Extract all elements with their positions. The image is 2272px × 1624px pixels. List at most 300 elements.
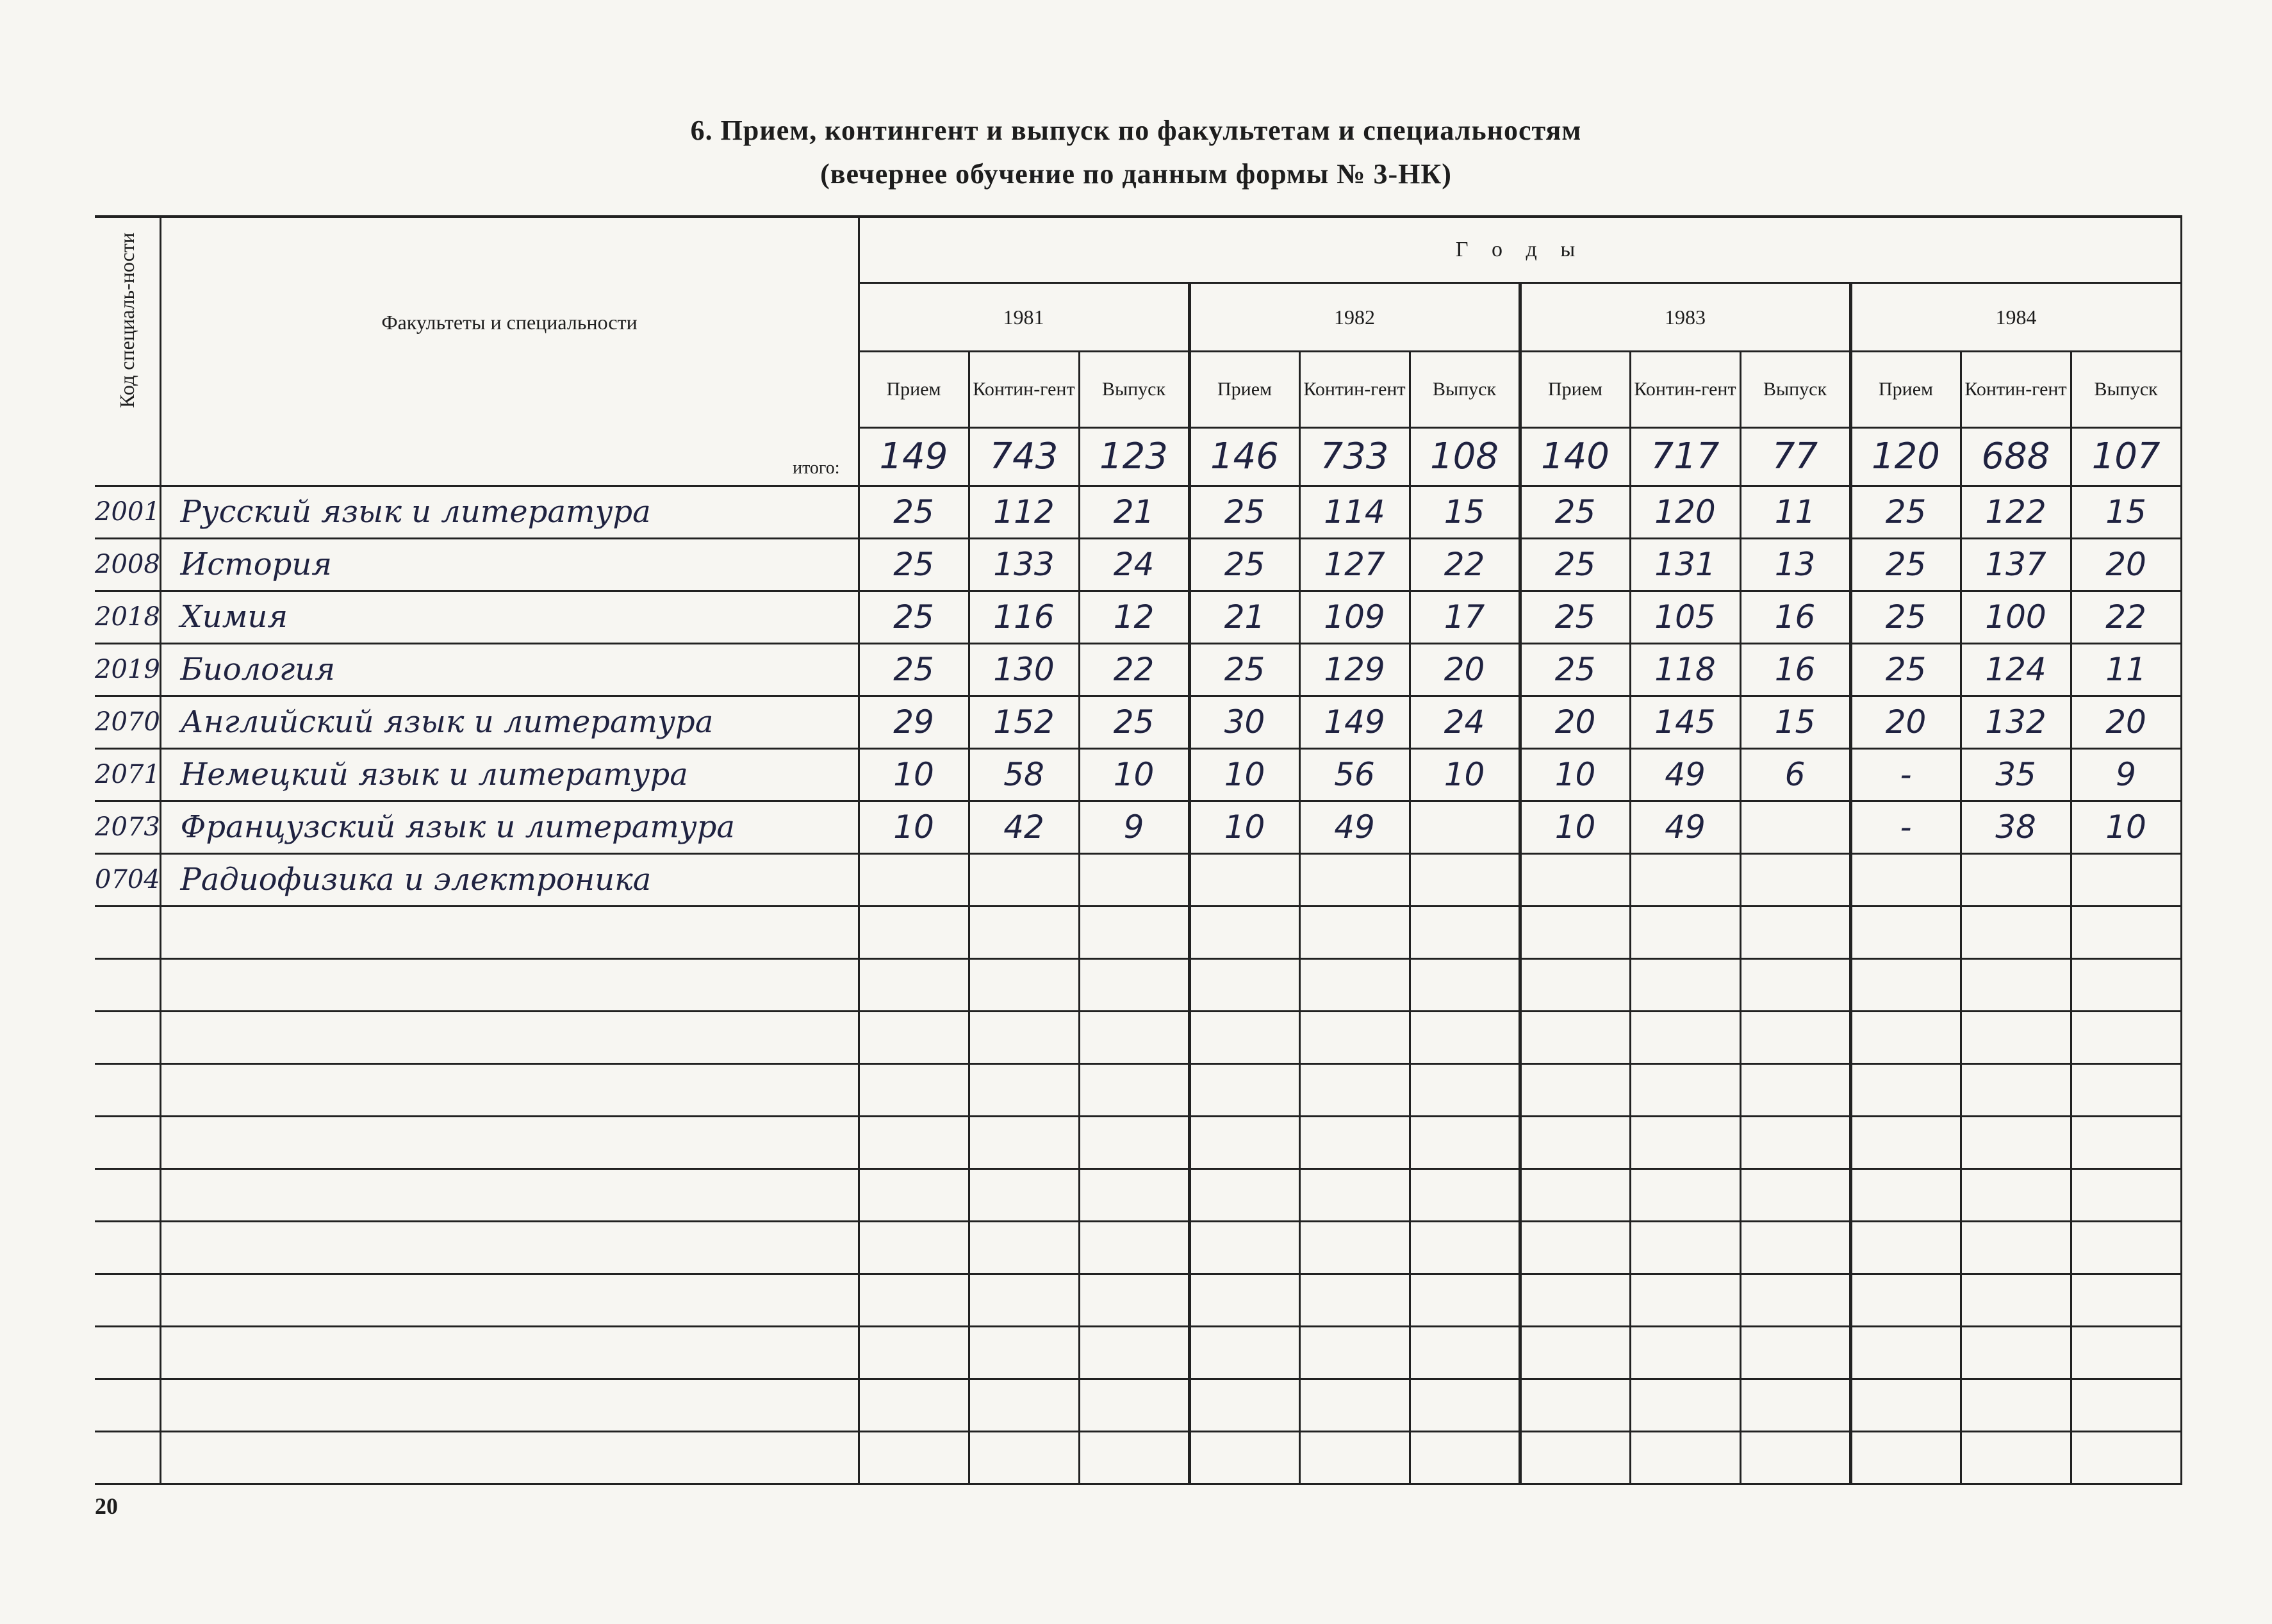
value-cell (2071, 1431, 2181, 1484)
value-cell (1630, 1063, 1740, 1116)
value-cell (1630, 1169, 1740, 1221)
value-cell (1740, 958, 1850, 1011)
value-cell (1740, 1431, 1850, 1484)
value-cell (1961, 1379, 2071, 1431)
specialty-name (160, 1221, 859, 1274)
value-cell (1520, 1116, 1630, 1169)
value-cell: 25 (1520, 591, 1630, 643)
value-cell: - (1850, 801, 1961, 853)
value-cell: 108 (1410, 428, 1520, 486)
value-cell: 25 (1189, 486, 1299, 538)
value-cell (859, 1379, 969, 1431)
year-1983-header: 1983 (1520, 283, 1850, 352)
value-cell (969, 958, 1079, 1011)
value-cell (1630, 1326, 1740, 1379)
empty-row (95, 1169, 2181, 1221)
specialty-code: 2019 (95, 643, 160, 696)
value-cell (1961, 906, 2071, 958)
specialty-code: 0704 (95, 853, 160, 906)
value-cell (1740, 906, 1850, 958)
value-cell (1520, 1221, 1630, 1274)
value-cell: 25 (1850, 538, 1961, 591)
value-cell: 49 (1630, 801, 1740, 853)
value-cell (1740, 1063, 1850, 1116)
value-cell (2071, 906, 2181, 958)
value-cell (1630, 1116, 1740, 1169)
empty-row (95, 1326, 2181, 1379)
specialty-code (95, 1116, 160, 1169)
value-cell: 25 (1850, 486, 1961, 538)
faculty-header: Факультеты и специальности (160, 217, 859, 428)
empty-row (95, 906, 2181, 958)
value-cell: 123 (1079, 428, 1189, 486)
specialty-name (160, 906, 859, 958)
value-cell: 10 (1410, 748, 1520, 801)
value-cell: 130 (969, 643, 1079, 696)
value-cell (1299, 1326, 1410, 1379)
value-cell (1740, 1274, 1850, 1326)
value-cell (1630, 853, 1740, 906)
subheader-cell: Контин-гент (1961, 352, 2071, 428)
value-cell (1740, 853, 1850, 906)
value-cell (1740, 1379, 1850, 1431)
value-cell: 743 (969, 428, 1079, 486)
value-cell: 30 (1189, 696, 1299, 748)
subheader-cell: Контин-гент (969, 352, 1079, 428)
value-cell: 35 (1961, 748, 2071, 801)
value-cell: 56 (1299, 748, 1410, 801)
value-cell: 25 (859, 486, 969, 538)
value-cell (1630, 1221, 1740, 1274)
value-cell: 12 (1079, 591, 1189, 643)
value-cell: 127 (1299, 538, 1410, 591)
value-cell (1850, 1221, 1961, 1274)
value-cell (1740, 1169, 1850, 1221)
value-cell (969, 1274, 1079, 1326)
value-cell (1740, 1221, 1850, 1274)
value-cell: - (1850, 748, 1961, 801)
value-cell (2071, 1274, 2181, 1326)
value-cell (1961, 853, 2071, 906)
value-cell (1079, 1221, 1189, 1274)
subheader-cell: Выпуск (2071, 352, 2181, 428)
value-cell (1079, 1274, 1189, 1326)
value-cell (1850, 1011, 1961, 1063)
value-cell (1299, 1063, 1410, 1116)
value-cell (1850, 1116, 1961, 1169)
value-cell (1410, 801, 1520, 853)
year-1982-header: 1982 (1189, 283, 1520, 352)
value-cell (2071, 958, 2181, 1011)
value-cell: 137 (1961, 538, 2071, 591)
value-cell: 149 (859, 428, 969, 486)
value-cell: 112 (969, 486, 1079, 538)
value-cell: 25 (859, 643, 969, 696)
value-cell (1850, 1274, 1961, 1326)
value-cell (1410, 1063, 1520, 1116)
value-cell (2071, 853, 2181, 906)
table-row (95, 643, 2181, 696)
value-cell (1961, 1116, 2071, 1169)
value-cell (1850, 853, 1961, 906)
value-cell: 11 (2071, 643, 2181, 696)
value-cell (1189, 958, 1299, 1011)
value-cell (969, 1011, 1079, 1063)
value-cell (1189, 1169, 1299, 1221)
value-cell: 120 (1630, 486, 1740, 538)
value-cell: 77 (1740, 428, 1850, 486)
value-cell: 25 (1520, 643, 1630, 696)
year-1981-header: 1981 (859, 283, 1189, 352)
value-cell: 25 (1520, 538, 1630, 591)
value-cell (1630, 1379, 1740, 1431)
value-cell: 10 (1079, 748, 1189, 801)
value-cell (1079, 853, 1189, 906)
value-cell: 132 (1961, 696, 2071, 748)
subheader-cell: Контин-гент (1630, 352, 1740, 428)
value-cell (1961, 1063, 2071, 1116)
specialty-name (160, 1116, 859, 1169)
table-row (95, 853, 2181, 906)
value-cell: 58 (969, 748, 1079, 801)
specialty-name (160, 1379, 859, 1431)
table-row (95, 538, 2181, 591)
value-cell (1079, 1011, 1189, 1063)
value-cell (859, 1274, 969, 1326)
value-cell: 10 (859, 748, 969, 801)
value-cell (1299, 1011, 1410, 1063)
value-cell: 25 (1189, 538, 1299, 591)
value-cell: 131 (1630, 538, 1740, 591)
value-cell: 29 (859, 696, 969, 748)
value-cell (1299, 1221, 1410, 1274)
value-cell (859, 1063, 969, 1116)
value-cell (1850, 906, 1961, 958)
value-cell (2071, 1063, 2181, 1116)
value-cell (1189, 1326, 1299, 1379)
value-cell (1740, 1011, 1850, 1063)
value-cell (1299, 1379, 1410, 1431)
value-cell: 10 (1520, 801, 1630, 853)
empty-row (95, 1379, 2181, 1431)
value-cell: 10 (1520, 748, 1630, 801)
value-cell (1520, 1063, 1630, 1116)
value-cell (1740, 1326, 1850, 1379)
specialty-name (160, 1063, 859, 1116)
value-cell: 105 (1630, 591, 1740, 643)
value-cell: 133 (969, 538, 1079, 591)
value-cell (1740, 1116, 1850, 1169)
value-cell: 145 (1630, 696, 1740, 748)
value-cell (1299, 1116, 1410, 1169)
value-cell: 124 (1961, 643, 2071, 696)
value-cell (1630, 1431, 1740, 1484)
value-cell (1410, 1431, 1520, 1484)
value-cell (1520, 1011, 1630, 1063)
specialty-code: 2008 (95, 538, 160, 591)
value-cell (859, 1431, 969, 1484)
value-cell: 129 (1299, 643, 1410, 696)
year-1984-header: 1984 (1850, 283, 2181, 352)
value-cell: 688 (1961, 428, 2071, 486)
value-cell: 9 (2071, 748, 2181, 801)
value-cell (1189, 1431, 1299, 1484)
value-cell (859, 906, 969, 958)
value-cell: 25 (1189, 643, 1299, 696)
page-number: 20 (95, 1493, 118, 1519)
value-cell (969, 1063, 1079, 1116)
value-cell (1189, 906, 1299, 958)
value-cell: 140 (1520, 428, 1630, 486)
empty-row (95, 1221, 2181, 1274)
value-cell (1189, 853, 1299, 906)
value-cell: 25 (1520, 486, 1630, 538)
value-cell (2071, 1326, 2181, 1379)
value-cell (1189, 1116, 1299, 1169)
subheader-cell: Прием (1520, 352, 1630, 428)
empty-row (95, 1011, 2181, 1063)
value-cell: 49 (1630, 748, 1740, 801)
value-cell (1410, 1326, 1520, 1379)
table-row (95, 801, 2181, 853)
value-cell (1520, 906, 1630, 958)
subheader-cell: Прием (1189, 352, 1299, 428)
value-cell: 38 (1961, 801, 2071, 853)
specialty-code: 2071 (95, 748, 160, 801)
value-cell (1410, 1221, 1520, 1274)
value-cell: 107 (2071, 428, 2181, 486)
value-cell: 15 (1410, 486, 1520, 538)
specialty-name: Русский язык и литература (160, 486, 859, 538)
value-cell (1299, 958, 1410, 1011)
value-cell: 22 (2071, 591, 2181, 643)
specialty-name: Радиофизика и электроника (160, 853, 859, 906)
value-cell: 22 (1410, 538, 1520, 591)
value-cell: 20 (2071, 696, 2181, 748)
value-cell (1520, 1326, 1630, 1379)
value-cell (2071, 1221, 2181, 1274)
value-cell: 15 (2071, 486, 2181, 538)
value-cell (859, 1221, 969, 1274)
empty-row (95, 1431, 2181, 1484)
specialty-code (95, 1169, 160, 1221)
statistics-table-wrapper (95, 215, 2180, 1485)
value-cell: 25 (1079, 696, 1189, 748)
table-row (95, 486, 2181, 538)
value-cell: 49 (1299, 801, 1410, 853)
value-cell: 149 (1299, 696, 1410, 748)
value-cell: 16 (1740, 643, 1850, 696)
value-cell: 25 (1850, 643, 1961, 696)
value-cell (859, 1011, 969, 1063)
subheader-cell: Выпуск (1740, 352, 1850, 428)
value-cell: 109 (1299, 591, 1410, 643)
value-cell: 20 (1850, 696, 1961, 748)
value-cell (1079, 1431, 1189, 1484)
value-cell: 16 (1740, 591, 1850, 643)
value-cell (1961, 1221, 2071, 1274)
empty-row (95, 1063, 2181, 1116)
specialty-name (160, 1274, 859, 1326)
years-header: Г о д ы (859, 217, 2181, 283)
value-cell (969, 1169, 1079, 1221)
value-cell (1189, 1221, 1299, 1274)
value-cell: 116 (969, 591, 1079, 643)
specialty-name: Английский язык и литература (160, 696, 859, 748)
table-body (95, 428, 2181, 1484)
table-row (95, 696, 2181, 748)
value-cell (1079, 1116, 1189, 1169)
specialty-name (160, 1326, 859, 1379)
value-cell: 152 (969, 696, 1079, 748)
value-cell (969, 1431, 1079, 1484)
value-cell: 25 (859, 591, 969, 643)
value-cell: 20 (2071, 538, 2181, 591)
specialty-name (160, 1169, 859, 1221)
specialty-code (95, 958, 160, 1011)
value-cell: 17 (1410, 591, 1520, 643)
table-subtitle: (вечернее обучение по данным формы № 3-НК) (820, 158, 1452, 190)
value-cell (1520, 958, 1630, 1011)
value-cell (1630, 958, 1740, 1011)
value-cell (1189, 1011, 1299, 1063)
value-cell: 717 (1630, 428, 1740, 486)
value-cell (969, 1116, 1079, 1169)
value-cell (1961, 1169, 2071, 1221)
value-cell (2071, 1116, 2181, 1169)
subheader-cell: Контин-гент (1299, 352, 1410, 428)
value-cell (1520, 1169, 1630, 1221)
value-cell: 9 (1079, 801, 1189, 853)
value-cell: 25 (1850, 591, 1961, 643)
value-cell (1189, 1379, 1299, 1431)
value-cell: 733 (1299, 428, 1410, 486)
value-cell (1299, 906, 1410, 958)
specialty-name (160, 1011, 859, 1063)
value-cell: 21 (1079, 486, 1189, 538)
value-cell (859, 958, 969, 1011)
value-cell (859, 1326, 969, 1379)
value-cell (1410, 958, 1520, 1011)
value-cell (969, 853, 1079, 906)
value-cell (1520, 1431, 1630, 1484)
value-cell (2071, 1169, 2181, 1221)
value-cell (1410, 1116, 1520, 1169)
value-cell (1961, 1326, 2071, 1379)
value-cell (1630, 906, 1740, 958)
specialty-name: Немецкий язык и литература (160, 748, 859, 801)
empty-row (95, 1274, 2181, 1326)
value-cell: 10 (2071, 801, 2181, 853)
value-cell: 146 (1189, 428, 1299, 486)
value-cell (969, 1379, 1079, 1431)
empty-row (95, 958, 2181, 1011)
subheader-cell: Выпуск (1079, 352, 1189, 428)
statistics-table (95, 215, 2182, 1485)
value-cell (1630, 1011, 1740, 1063)
value-cell: 13 (1740, 538, 1850, 591)
value-cell: 10 (859, 801, 969, 853)
value-cell (1520, 853, 1630, 906)
specialty-code (95, 1431, 160, 1484)
empty-row (95, 1116, 2181, 1169)
value-cell (1189, 1063, 1299, 1116)
value-cell (1850, 1431, 1961, 1484)
value-cell (1850, 958, 1961, 1011)
value-cell (2071, 1011, 2181, 1063)
specialty-name: История (160, 538, 859, 591)
value-cell (969, 1326, 1079, 1379)
value-cell (969, 906, 1079, 958)
subheader-cell: Выпуск (1410, 352, 1520, 428)
value-cell (1299, 853, 1410, 906)
value-cell: 6 (1740, 748, 1850, 801)
value-cell (1410, 1379, 1520, 1431)
value-cell (1079, 1379, 1189, 1431)
total-row (95, 428, 2181, 486)
table-title: 6. Прием, контингент и выпуск по факультетам и специальностям (690, 115, 1582, 146)
specialty-name (160, 958, 859, 1011)
value-cell (1961, 1431, 2071, 1484)
value-cell (2071, 1379, 2181, 1431)
subheader-cell: Прием (859, 352, 969, 428)
value-cell: 21 (1189, 591, 1299, 643)
value-cell (1961, 1011, 2071, 1063)
value-cell: 20 (1410, 643, 1520, 696)
specialty-code (95, 1063, 160, 1116)
value-cell (1299, 1169, 1410, 1221)
specialty-code (95, 906, 160, 958)
subheader-cell: Прием (1850, 352, 1961, 428)
specialty-code (95, 1379, 160, 1431)
value-cell (1410, 1011, 1520, 1063)
value-cell (1740, 801, 1850, 853)
value-cell: 120 (1850, 428, 1961, 486)
value-cell (1850, 1063, 1961, 1116)
value-cell (1079, 1063, 1189, 1116)
value-cell: 10 (1189, 801, 1299, 853)
specialty-code: 2073 (95, 801, 160, 853)
value-cell (859, 1116, 969, 1169)
value-cell (1079, 958, 1189, 1011)
total-label: итого: (160, 428, 859, 486)
specialty-name (160, 1431, 859, 1484)
value-cell: 100 (1961, 591, 2071, 643)
specialty-code (95, 428, 160, 486)
value-cell: 24 (1410, 696, 1520, 748)
value-cell: 24 (1079, 538, 1189, 591)
value-cell (1410, 1169, 1520, 1221)
specialty-code (95, 1221, 160, 1274)
specialty-name: Биология (160, 643, 859, 696)
value-cell (859, 1169, 969, 1221)
value-cell: 10 (1189, 748, 1299, 801)
value-cell (1079, 1326, 1189, 1379)
value-cell (1961, 958, 2071, 1011)
code-header: Код специаль-ности (95, 217, 160, 428)
specialty-code: 2018 (95, 591, 160, 643)
value-cell (1079, 906, 1189, 958)
value-cell: 11 (1740, 486, 1850, 538)
value-cell (1630, 1274, 1740, 1326)
value-cell (1299, 1431, 1410, 1484)
value-cell: 22 (1079, 643, 1189, 696)
value-cell (1410, 1274, 1520, 1326)
value-cell (1850, 1169, 1961, 1221)
value-cell: 42 (969, 801, 1079, 853)
value-cell: 20 (1520, 696, 1630, 748)
value-cell (1520, 1274, 1630, 1326)
